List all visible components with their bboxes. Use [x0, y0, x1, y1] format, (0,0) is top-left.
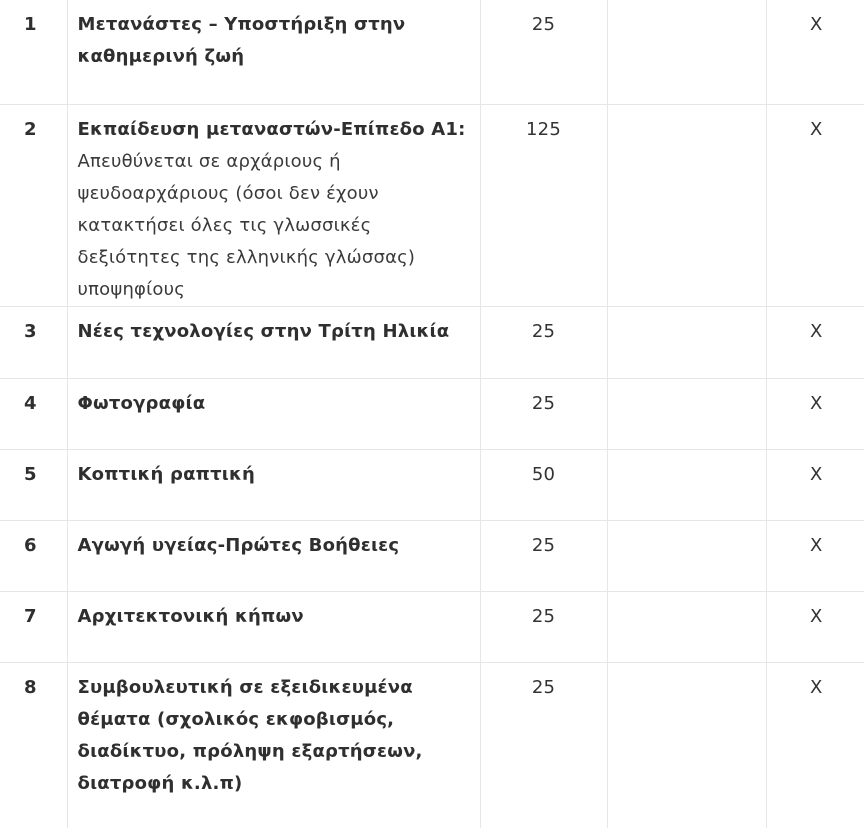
course-cell — [67, 104, 480, 306]
empty-cell — [607, 520, 766, 591]
course-title: Νέες τεχνολογίες στην Τρίτη Ηλικία — [77, 320, 450, 342]
table-row — [0, 104, 864, 306]
row-number: 6 — [0, 520, 67, 591]
table-row — [0, 378, 864, 449]
course-hours: 25 — [480, 306, 607, 378]
table-row — [0, 449, 864, 520]
empty-cell — [607, 449, 766, 520]
course-hours: 25 — [480, 520, 607, 591]
row-number: 3 — [0, 306, 67, 378]
table-row — [0, 520, 864, 591]
course-mark: Χ — [766, 520, 864, 591]
table-row — [0, 0, 864, 104]
course-title: Κοπτική ραπτική — [77, 463, 256, 485]
row-number: 5 — [0, 449, 67, 520]
course-cell — [67, 520, 480, 591]
row-number: 4 — [0, 378, 67, 449]
empty-cell — [607, 378, 766, 449]
row-number: 2 — [0, 104, 67, 306]
course-title: Εκπαίδευση μεταναστών-Επίπεδο Α1: — [77, 118, 466, 140]
course-title: Αρχιτεκτονική κήπων — [77, 605, 304, 627]
course-cell — [67, 378, 480, 449]
course-mark: Χ — [766, 591, 864, 662]
empty-cell — [607, 104, 766, 306]
empty-cell — [607, 662, 766, 828]
course-title: Συμβουλευτική σε εξειδικευμένα θέματα (σχολικός εκφοβισμός, διαδίκτυο, πρόληψη εξαρτήσεων, διατροφή κ.λ.π) — [77, 676, 423, 794]
course-mark: Χ — [766, 449, 864, 520]
course-hours: 25 — [480, 662, 607, 828]
empty-cell — [607, 306, 766, 378]
course-mark: Χ — [766, 0, 864, 104]
course-title: Αγωγή υγείας-Πρώτες Βοήθειες — [77, 534, 400, 556]
course-hours: 25 — [480, 0, 607, 104]
course-cell — [67, 449, 480, 520]
course-mark: Χ — [766, 378, 864, 449]
course-mark: Χ — [766, 306, 864, 378]
course-mark: Χ — [766, 104, 864, 306]
course-cell — [67, 591, 480, 662]
course-hours: 50 — [480, 449, 607, 520]
course-cell — [67, 306, 480, 378]
row-number: 7 — [0, 591, 67, 662]
course-title: Φωτογραφία — [77, 392, 206, 414]
table-row — [0, 591, 864, 662]
course-mark: Χ — [809, 676, 823, 698]
empty-cell — [607, 0, 766, 104]
row-number: 1 — [0, 0, 67, 104]
empty-cell — [607, 591, 766, 662]
course-description: Απευθύνεται σε αρχάριους ή ψευδοαρχάριους (όσοι δεν έχουν κατακτήσει όλες τις γλωσσικές δεξιότητες της ελληνικής γλώσσας) υποψηφίους — [77, 150, 416, 300]
course-hours: 125 — [480, 104, 607, 306]
row-number: 8 — [0, 662, 67, 828]
table-row — [0, 306, 864, 378]
course-cell — [67, 662, 480, 828]
course-hours: 25 — [480, 378, 607, 449]
table-row — [0, 662, 864, 828]
course-title: Μετανάστες – Υποστήριξη στην καθημερινή ζωή — [77, 14, 406, 67]
course-hours: 25 — [480, 591, 607, 662]
course-cell — [67, 0, 480, 104]
